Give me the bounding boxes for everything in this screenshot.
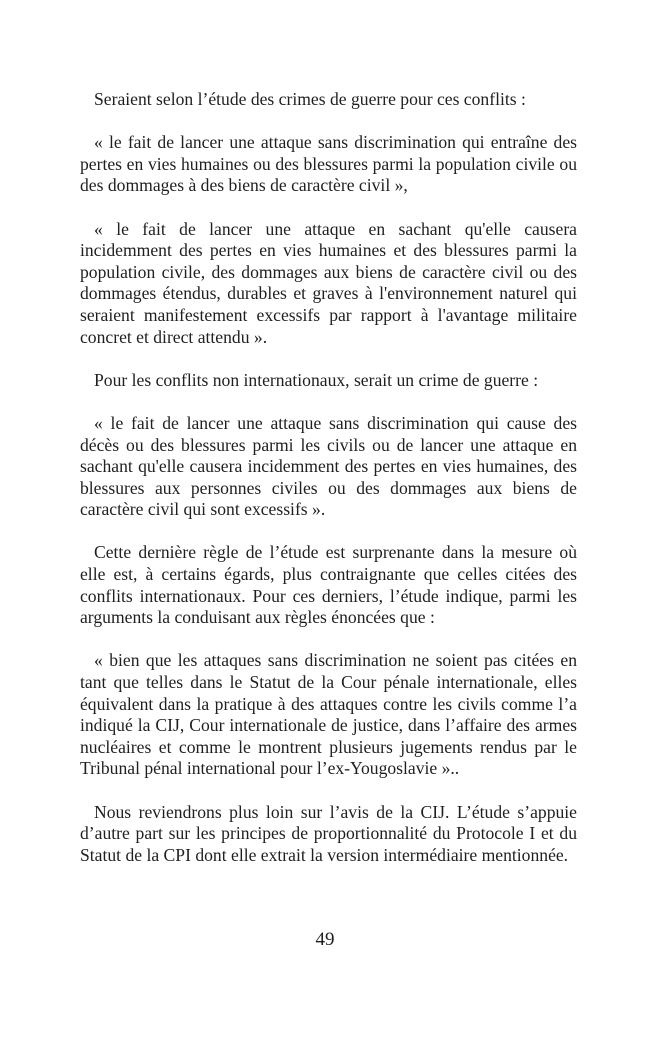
quote-non-international-rule: « le fait de lancer une attaque sans discrimination qui cause des décès ou des blessures parmi les civils ou de lancer une attaque en sachant qu'elle causera incidemment des pertes en vies humaines, des blessures aux personnes civiles ou des dommages aux biens de caractère civil qui sont excessifs ». [80,412,577,520]
quote-indiscriminate-attack: « le fait de lancer une attaque sans discrimination qui entraîne des pertes en vies humaines ou des blessures parmi la population civile ou des dommages à des biens de caractère civil », [80,132,577,196]
page-number: 49 [315,929,335,950]
quote-proportionality-attack: « le fait de lancer une attaque en sachant qu'elle causera incidemment des pertes en vies humaines et des blessures parmi la population civile, des dommages aux biens de caractère civil ou des dommages étendus, durables et graves à l'environnement naturel qui seraient manifestement excessifs par rapport à l'avantage militaire concret et direct attendu ». [80,218,577,347]
quote-study-arguments: « bien que les attaques sans discrimination ne soient pas citées en tant que telles dans le Statut de la Cour pénale internationale, elles équivalent dans la pratique à des attaques contre les civils comme l’a indiqué la CIJ, Cour internationale de justice, dans l’affaire des armes nucléaires et comme le montrent plusieurs jugements rendus par le Tribunal pénal international pour l’ex-Yougoslavie ».. [80,650,577,779]
paragraph-conclusion: Nous reviendrons plus loin sur l’avis de la CIJ. L’étude s’appuie d’autre part sur les principes de proportionnalité du Protocole I et du Statut de la CPI dont elle extrait la version intermédiaire mentionnée. [80,801,577,865]
paragraph-commentary: Cette dernière règle de l’étude est surprenante dans la mesure où elle est, à certains égards, plus contraignante que celles citées des conflits internationaux. Pour ces derniers, l’étude indique, parmi les arguments la conduisant aux règles énoncées que : [80,542,577,628]
paragraph-intro-non-international: Pour les conflits non internationaux, serait un crime de guerre : [94,369,539,390]
paragraph-intro-international: Seraient selon l’étude des crimes de guerre pour ces conflits : [94,89,526,109]
page-body [80,89,577,888]
